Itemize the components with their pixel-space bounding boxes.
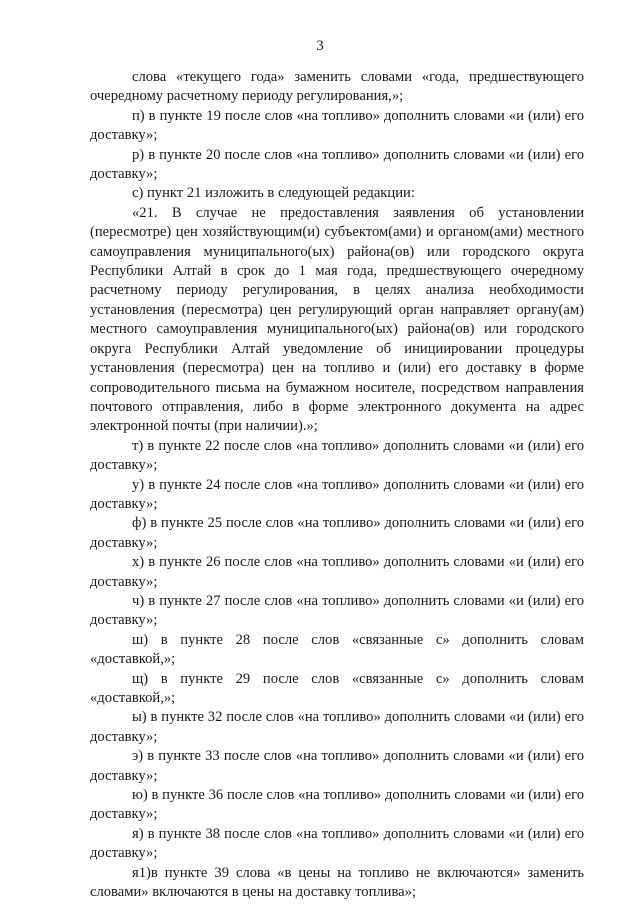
paragraph: я) в пункте 38 после слов «на топливо» дополнить словами «и (или) его доставку»;	[90, 825, 584, 862]
paragraph: ю) в пункте 36 после слов «на топливо» дополнить словами «и (или) его доставку»;	[90, 787, 584, 823]
page-number: 3	[316, 38, 324, 54]
paragraph: щ) в пункте 29 после слов «связанные с» дополнить словам «доставкой,»;	[90, 670, 584, 706]
paragraph: ш) в пункте 28 после слов «связанные с» дополнить словам «доставкой,»;	[90, 631, 584, 668]
paragraph: слова «текущего года» заменить словами «года, предшествующего очередному расчетному периоду регулирования,»;	[90, 69, 584, 105]
paragraph: х) в пункте 26 после слов «на топливо» дополнить словами «и (или) его доставку»;	[90, 554, 584, 590]
paragraph: э) в пункте 33 после слов «на топливо» дополнить словами «и (или) его доставку»;	[90, 748, 584, 784]
paragraph: р) в пункте 20 после слов «на топливо» дополнить словами «и (или) его доставку»;	[90, 146, 584, 183]
paragraph: ч) в пункте 27 после слов «на топливо» дополнить словами «и (или) его доставку»;	[90, 592, 584, 629]
paragraph: т) в пункте 22 после слов «на топливо» дополнить словами «и (или) его доставку»;	[90, 437, 584, 474]
paragraph: у) в пункте 24 после слов «на топливо» дополнить словами «и (или) его доставку»;	[90, 476, 584, 512]
document-body	[90, 68, 584, 902]
paragraph: я1)в пункте 39 слова «в цены на топливо не включаются» заменить словами» включаются в цены на доставку топлива»;	[90, 864, 584, 901]
paragraph: с) пункт 21 изложить в следующей редакции:	[132, 185, 415, 202]
paragraph: «21. В случае не предоставления заявления об установлении (пересмотре) цен хозяйствующим(и) субъектом(ами) и органом(ами) местного самоуправления муниципального(ых) района(ов) или городского округа Республики Алтай в срок до 1 мая года, предшествующего очередному расчетному периоду регулирования, в целях анализа необходимости установления (пересмотра) цен регулирующий орган направляет органу(ам) местного самоуправления муниципального(ых) района(ов) или городского округа Республики Алтай уведомление об инициировании процедуры установления (пересмотра) цен на топливо и (или) его доставку в форме сопроводительного письма на бумажном носителе, посредством направления почтового отправления, либо в форме электронного документа на адрес электронной почты (при наличии).»;	[90, 204, 584, 435]
paragraph: ф) в пункте 25 после слов «на топливо» дополнить словами «и (или) его доставку»;	[90, 515, 584, 551]
paragraph: ы) в пункте 32 после слов «на топливо» дополнить словами «и (или) его доставку»;	[90, 709, 584, 745]
paragraph: п) в пункте 19 после слов «на топливо» дополнить словами «и (или) его доставку»;	[90, 107, 584, 144]
